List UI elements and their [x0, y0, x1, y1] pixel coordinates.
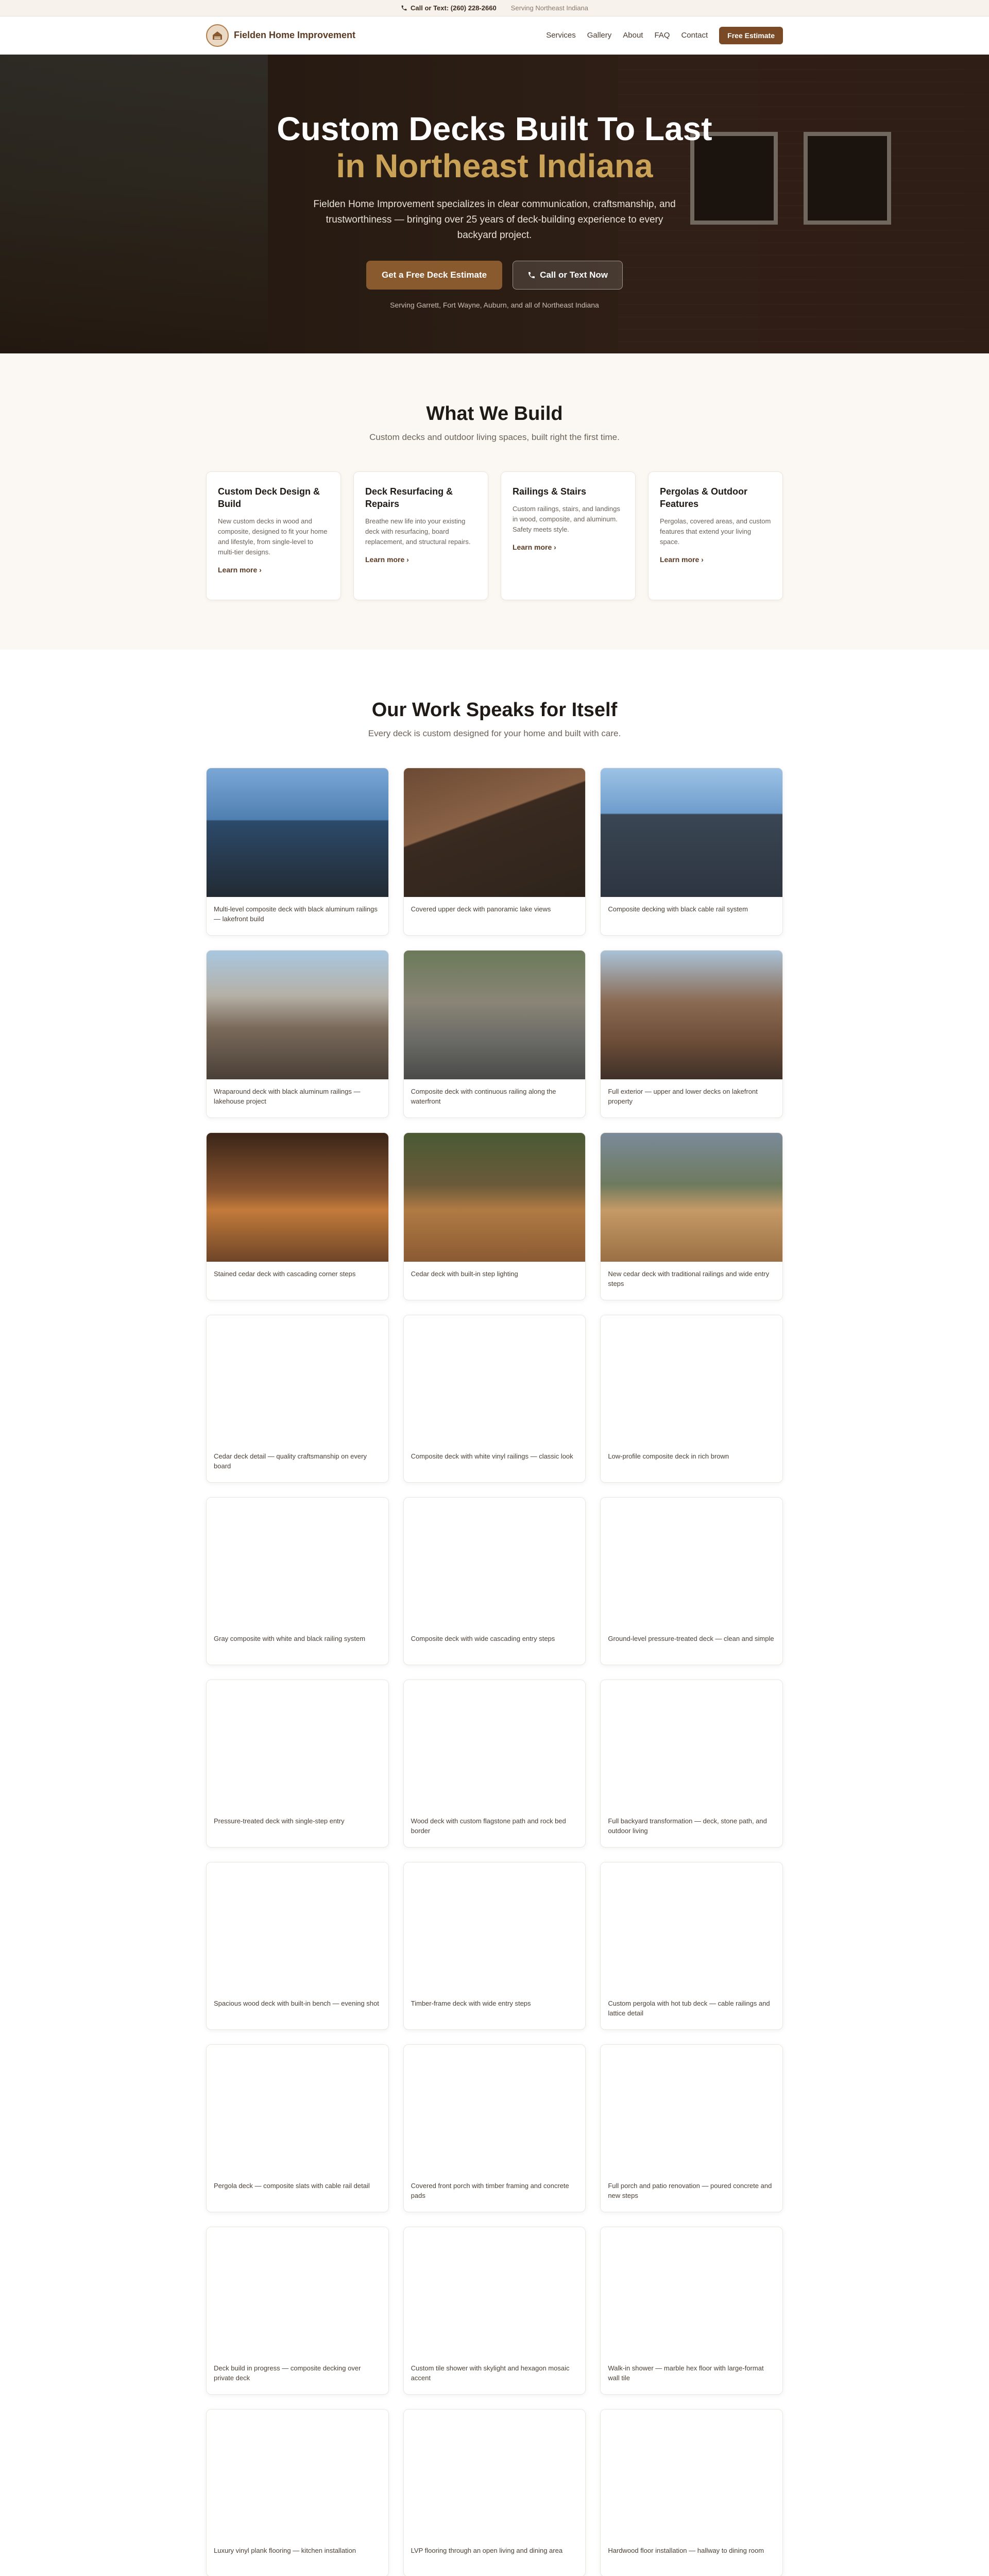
call-link[interactable]	[401, 4, 497, 12]
gallery-caption: Deck build in progress — composite decking over private deck	[214, 2364, 361, 2382]
serving-text: Serving Northeast Indiana	[510, 4, 588, 12]
hero-call-label: Call or Text Now	[540, 270, 608, 280]
gallery-photo	[601, 1680, 782, 1809]
service-desc: Breathe new life into your existing deck with resurfacing, board replacement, and structural repairs.	[365, 517, 471, 546]
gallery-photo	[207, 2227, 388, 2356]
gallery-item[interactable]	[206, 2227, 389, 2395]
gallery-item[interactable]	[600, 1497, 783, 1665]
gallery-caption: Custom tile shower with skylight and hexagon mosaic accent	[411, 2364, 570, 2382]
gallery-item[interactable]	[206, 2409, 389, 2576]
brand-link[interactable]	[206, 24, 355, 47]
gallery-photo	[404, 1133, 586, 1262]
gallery-caption: Full backyard transformation — deck, stone path, and outdoor living	[608, 1817, 767, 1835]
gallery-item[interactable]	[600, 1132, 783, 1300]
gallery-item[interactable]	[206, 950, 389, 1118]
gallery-photo	[404, 2045, 586, 2174]
gallery-caption: Covered front porch with timber framing and concrete pads	[411, 2182, 569, 2199]
gallery-item[interactable]	[206, 1680, 389, 1848]
gallery-item[interactable]	[206, 1132, 389, 1300]
gallery-photo	[207, 1315, 388, 1444]
gallery-caption: Wood deck with custom flagstone path and rock bed border	[411, 1817, 566, 1835]
gallery-item[interactable]	[403, 2227, 586, 2395]
gallery-item[interactable]	[403, 1680, 586, 1848]
phone-icon	[401, 5, 407, 11]
service-card	[648, 471, 783, 600]
gallery-item[interactable]	[403, 1315, 586, 1483]
service-learn-more-link[interactable]: Learn more ›	[218, 566, 262, 574]
gallery-photo	[207, 2410, 388, 2538]
gallery-photo	[404, 768, 586, 897]
hero-title	[0, 110, 989, 184]
gallery-caption: New cedar deck with traditional railings and wide entry steps	[608, 1270, 770, 1287]
gallery-caption: Luxury vinyl plank flooring — kitchen installation	[214, 2547, 356, 2554]
gallery-caption: Gray composite with white and black railing system	[214, 1635, 366, 1642]
gallery-caption: Hardwood floor installation — hallway to dining room	[608, 2547, 764, 2554]
service-card	[353, 471, 488, 600]
gallery-caption: Composite deck with continuous railing along the waterfront	[411, 1088, 556, 1105]
nav-contact[interactable]: Contact	[681, 31, 708, 40]
hero-estimate-button[interactable]: Get a Free Deck Estimate	[366, 261, 502, 290]
top-bar	[0, 0, 989, 16]
gallery-caption: Low-profile composite deck in rich brown	[608, 1452, 729, 1460]
gallery-caption: Cedar deck with built-in step lighting	[411, 1270, 518, 1278]
gallery-item[interactable]	[206, 1315, 389, 1483]
services-section	[0, 353, 989, 650]
gallery-photo	[207, 2045, 388, 2174]
gallery-photo	[601, 768, 782, 897]
gallery-caption: Composite decking with black cable rail system	[608, 905, 748, 913]
brand-name: Fielden Home Improvement	[234, 30, 356, 40]
logo-icon	[206, 24, 229, 47]
gallery-item[interactable]	[403, 1132, 586, 1300]
gallery-item[interactable]	[600, 950, 783, 1118]
gallery-photo	[207, 1862, 388, 1991]
gallery-caption: Spacious wood deck with built-in bench — evening shot	[214, 1999, 379, 2007]
services-title: What We Build	[426, 403, 563, 425]
gallery-item[interactable]	[403, 768, 586, 936]
service-desc: New custom decks in wood and composite, designed to fit your home and lifestyle, from single-level to multi-tier designs.	[218, 517, 328, 556]
gallery-caption: Full porch and patio renovation — poured concrete and new steps	[608, 2182, 772, 2199]
hero-note: Serving Garrett, Fort Wayne, Auburn, and all of Northeast Indiana	[390, 301, 599, 309]
nav-faq[interactable]: FAQ	[654, 31, 670, 40]
gallery-photo	[404, 2227, 586, 2356]
service-desc: Pergolas, covered areas, and custom features that extend your living space.	[660, 517, 771, 546]
gallery-photo	[404, 2410, 586, 2538]
hero-title-line1: Custom Decks Built To Last	[277, 110, 712, 147]
gallery-caption: Covered upper deck with panoramic lake views	[411, 905, 551, 913]
gallery-caption: LVP flooring through an open living and dining area	[411, 2547, 563, 2554]
gallery-caption: Composite deck with wide cascading entry steps	[411, 1635, 555, 1642]
services-grid	[206, 471, 783, 600]
gallery-section	[0, 650, 989, 2576]
service-learn-more-link[interactable]: Learn more ›	[365, 555, 409, 564]
gallery-caption: Pergola deck — composite slats with cable rail detail	[214, 2182, 370, 2190]
gallery-item[interactable]	[206, 1862, 389, 2030]
gallery-caption: Custom pergola with hot tub deck — cable railings and lattice detail	[608, 1999, 770, 2017]
free-estimate-button[interactable]: Free Estimate	[719, 27, 783, 44]
gallery-grid	[206, 768, 783, 2576]
gallery-photo	[601, 1498, 782, 1626]
gallery-photo	[601, 2045, 782, 2174]
gallery-item[interactable]	[403, 2044, 586, 2212]
gallery-photo	[404, 1680, 586, 1809]
call-text: Call or Text: (260) 228-2660	[411, 4, 497, 12]
hero-title-line2: in Northeast Indiana	[336, 147, 653, 184]
gallery-photo	[601, 1315, 782, 1444]
gallery-item[interactable]	[600, 768, 783, 936]
gallery-caption: Stained cedar deck with cascading corner steps	[214, 1270, 356, 1278]
main-nav	[546, 27, 783, 44]
nav-services[interactable]: Services	[546, 31, 576, 40]
gallery-item[interactable]	[403, 950, 586, 1118]
nav-about[interactable]: About	[623, 31, 643, 40]
gallery-subtitle: Every deck is custom designed for your home and built with care.	[368, 728, 621, 738]
gallery-item[interactable]	[600, 1680, 783, 1848]
gallery-photo	[207, 768, 388, 897]
gallery-photo	[404, 1315, 586, 1444]
gallery-item[interactable]	[403, 1862, 586, 2030]
gallery-photo	[601, 2410, 782, 2538]
site-header	[0, 16, 989, 55]
gallery-photo	[601, 951, 782, 1079]
services-subtitle: Custom decks and outdoor living spaces, built right the first time.	[369, 432, 620, 442]
gallery-photo	[404, 1498, 586, 1626]
service-card	[206, 471, 341, 600]
service-desc: Custom railings, stairs, and landings in wood, composite, and aluminum. Safety meets style.	[513, 505, 620, 533]
service-title: Deck Resurfacing & Repairs	[365, 486, 453, 509]
service-title: Custom Deck Design & Build	[218, 486, 320, 509]
gallery-caption: Pressure-treated deck with single-step entry	[214, 1817, 345, 1825]
gallery-item[interactable]	[403, 2409, 586, 2576]
gallery-caption: Cedar deck detail — quality craftsmanship on every board	[214, 1452, 367, 1470]
gallery-title: Our Work Speaks for Itself	[371, 699, 618, 721]
gallery-photo	[601, 1133, 782, 1262]
gallery-caption: Full exterior — upper and lower decks on lakefront property	[608, 1088, 758, 1105]
phone-icon	[527, 271, 536, 279]
gallery-item[interactable]	[600, 2409, 783, 2576]
gallery-item[interactable]	[403, 1497, 586, 1665]
gallery-caption: Multi-level composite deck with black aluminum railings — lakefront build	[214, 905, 378, 923]
gallery-item[interactable]	[206, 1497, 389, 1665]
gallery-photo	[207, 1133, 388, 1262]
gallery-photo	[601, 2227, 782, 2356]
gallery-item[interactable]	[206, 2044, 389, 2212]
gallery-photo	[207, 951, 388, 1079]
gallery-item[interactable]	[600, 2227, 783, 2395]
gallery-caption: Timber-frame deck with wide entry steps	[411, 1999, 531, 2007]
hero-subtitle: Fielden Home Improvement specializes in clear communication, craftsmanship, and trustworthiness — bringing over 25 years of deck-building experience to every backyard project.	[313, 199, 676, 241]
nav-gallery[interactable]: Gallery	[587, 31, 612, 40]
service-title: Pergolas & Outdoor Features	[660, 486, 748, 509]
gallery-photo	[404, 1862, 586, 1991]
gallery-photo	[207, 1498, 388, 1626]
gallery-photo	[601, 1862, 782, 1991]
gallery-photo	[207, 1680, 388, 1809]
gallery-photo	[404, 951, 586, 1079]
gallery-caption: Walk-in shower — marble hex floor with large-format wall tile	[608, 2364, 764, 2382]
gallery-caption: Ground-level pressure-treated deck — clean and simple	[608, 1635, 774, 1642]
hero-call-button[interactable]	[513, 261, 623, 290]
gallery-item[interactable]	[600, 2044, 783, 2212]
gallery-item[interactable]	[600, 1862, 783, 2030]
gallery-caption: Wraparound deck with black aluminum railings — lakehouse project	[214, 1088, 361, 1105]
gallery-item[interactable]	[206, 768, 389, 936]
gallery-caption: Composite deck with white vinyl railings — classic look	[411, 1452, 573, 1460]
service-learn-more-link[interactable]: Learn more ›	[513, 543, 556, 551]
hero-section	[0, 55, 989, 353]
service-title: Railings & Stairs	[513, 486, 587, 497]
service-learn-more-link[interactable]: Learn more ›	[660, 555, 704, 564]
gallery-item[interactable]	[600, 1315, 783, 1483]
service-card	[501, 471, 636, 600]
